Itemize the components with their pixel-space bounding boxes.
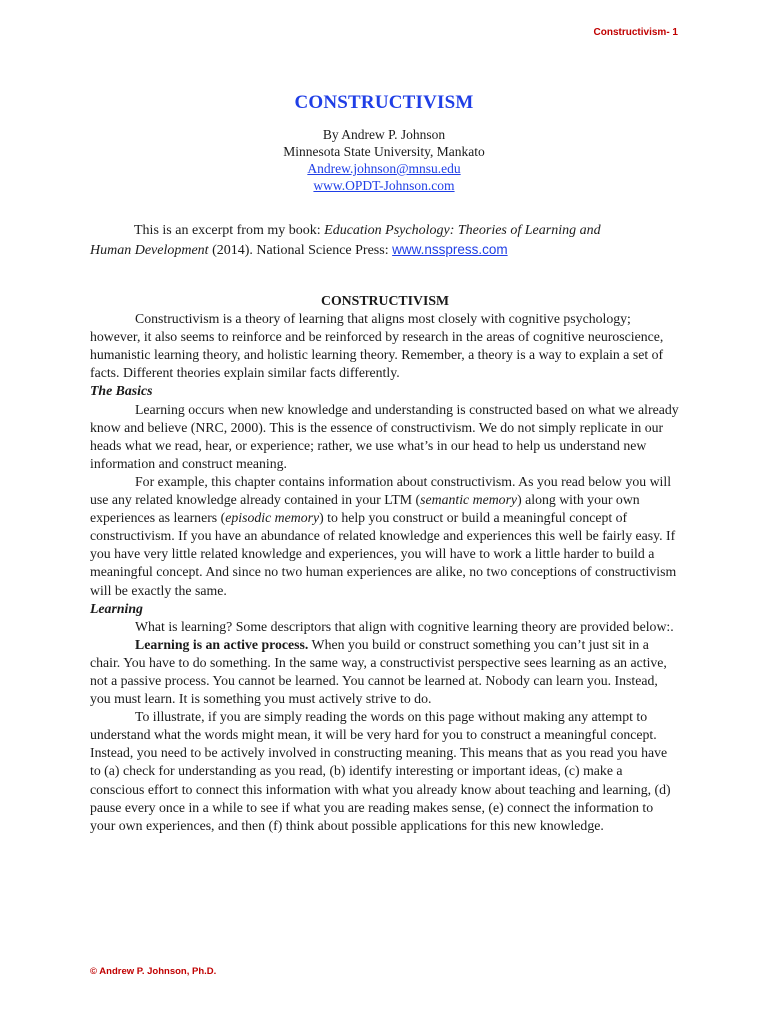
book-title-part-2: Human Development	[90, 243, 209, 258]
excerpt-note	[90, 221, 680, 260]
book-title-part-1: Education Psychology: Theories of Learning and	[324, 223, 601, 238]
semantic-memory-term: semantic memory	[420, 492, 518, 508]
learning-paragraph-3: To illustrate, if you are simply reading the words on this page without making any attempt to understand what the words might mean, it will be very hard for you to construct a meaningful concept. Instead, you need to be actively involved in constructing meaning. This means that as you read you have to (a) check for understanding as you read, (b) identify interesting or important ideas, (c) make a conscious effort to connect this information with what you already know about teaching and learning, (d) pause every once in a while to see if what you are reading makes sense, (e) connect the information to your own experiences, and then (f) think about possible applications for this new knowledge.	[90, 709, 671, 833]
episodic-memory-term: episodic memory	[225, 510, 320, 526]
main-body	[90, 292, 680, 835]
excerpt-line-2	[90, 240, 680, 260]
publisher-link[interactable]: www.nsspress.com	[392, 242, 508, 257]
copyright-footer: © Andrew P. Johnson, Ph.D.	[90, 966, 217, 977]
page-header-label: Constructivism- 1	[593, 27, 678, 38]
learning-heading: Learning	[90, 600, 143, 616]
excerpt-lead: This is an excerpt from my book:	[134, 223, 325, 238]
institution-line: Minnesota State University, Mankato	[283, 144, 485, 159]
excerpt-year-publisher: (2014). National Science Press:	[208, 243, 393, 258]
learning-p2-rest: When you build or construct something you can’t just sit in a chair. You have to do something. In the same way, a constructivist perspective sees learning as an active, not a passive process. You cannot be learned. You cannot be learned at. Nobody can learn you. Instead, you must learn. It is something you must actively strive to do.	[90, 636, 667, 707]
section-heading: CONSTRUCTIVISM	[320, 293, 450, 308]
author-line: By Andrew P. Johnson	[322, 127, 446, 142]
intro-paragraph: Constructivism is a theory of learning that aligns most closely with cognitive psychology; however, it also seems to reinforce and be reinforced by research in the areas of cognitive neuroscience, humanistic learning theory, and holistic learning theory. Remember, a theory is a way to explain a set of facts. Different theories explain similar facts differently.	[90, 311, 664, 381]
title-block	[0, 92, 768, 194]
basics-heading: The Basics	[90, 383, 153, 399]
learning-paragraph-2	[90, 636, 680, 708]
website-link[interactable]: www.OPDT-Johnson.com	[313, 178, 455, 193]
document-title: CONSTRUCTIVISM	[294, 92, 474, 113]
basics-paragraph-2	[90, 473, 680, 600]
basics-p2-part-c: ) to help you construct or build a meaningful concept of constructivism. If you have an abundance of related knowledge and experiences this well be fairly easy. If you have very little related knowledge and experiences, you will have to work a little harder to build a meaningful concept. And since no two human experiences are alike, no two conceptions of constructivism will be exactly the same.	[90, 510, 677, 598]
excerpt-line-1	[90, 221, 680, 240]
learning-paragraph-1: What is learning? Some descriptors that align with cognitive learning theory are provided below:.	[135, 618, 674, 634]
basics-paragraph-1: Learning occurs when new knowledge and understanding is constructed based on what we already know and believe (NRC, 2000). This is the essence of constructivism. We do not simply replicate in our heads what we read, hear, or experience; rather, we use what’s in our head to help us understand new information and construct meaning.	[90, 401, 679, 471]
basics-p2-part-a: For example, this chapter contains information about constructivism. As you read below you will use any related knowledge already contained in your LTM (	[90, 473, 672, 508]
email-link[interactable]: Andrew.johnson@mnsu.edu	[307, 161, 461, 176]
active-process-term: Learning is an active process.	[135, 636, 309, 652]
basics-p2-part-b: ) along with your own experiences as learners (	[90, 492, 640, 526]
